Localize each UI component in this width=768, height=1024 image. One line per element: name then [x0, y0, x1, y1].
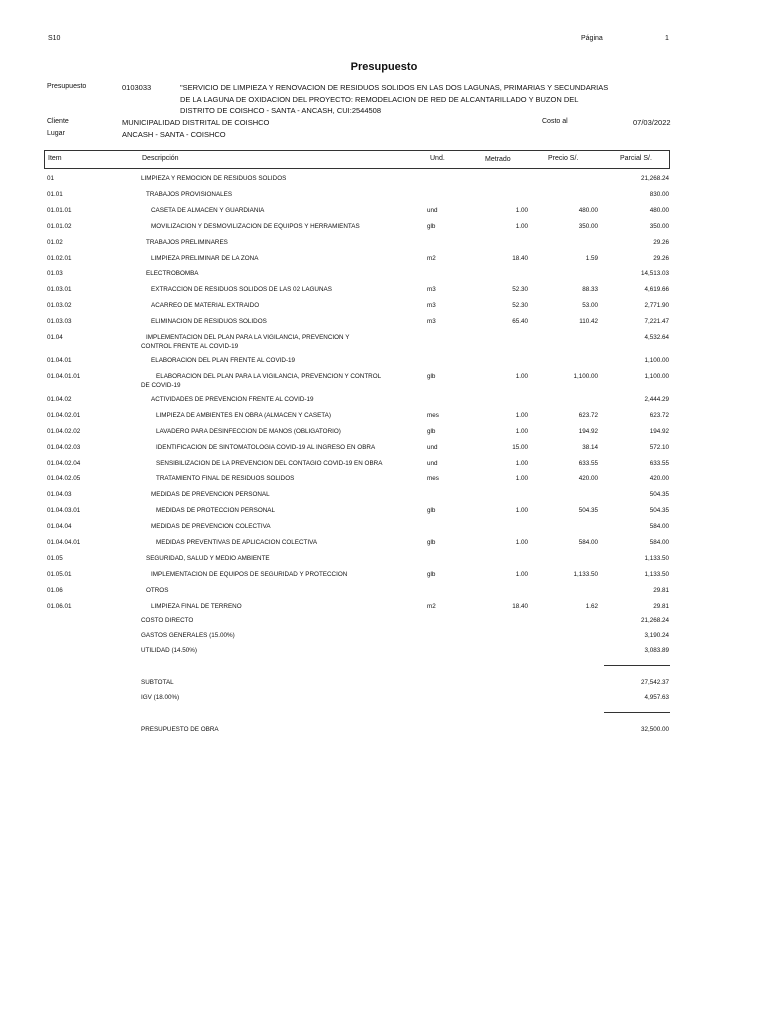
row-item-code: 01.01.02 [47, 222, 72, 230]
row-parcial: 830.00 [649, 190, 669, 198]
total-row-subtotal [0, 679, 768, 691]
cliente-value: MUNICIPALIDAD DISTRITAL DE COISHCO [122, 118, 270, 127]
row-description: TRABAJOS PRELIMINARES [146, 238, 228, 246]
row-precio: 480.00 [578, 206, 598, 214]
project-description [180, 82, 608, 117]
lugar-value: ANCASH - SANTA - COISHCO [122, 130, 226, 139]
total-value: 3,083.89 [644, 647, 669, 654]
row-item-code: 01.04.04 [47, 523, 72, 531]
row-unit: glb [427, 570, 436, 578]
row-item-code: 01.01 [47, 190, 63, 198]
row-precio: 110.42 [579, 318, 598, 326]
row-item-code: 01.02 [47, 238, 63, 246]
row-unit: m3 [427, 286, 436, 294]
row-description-continued: CONTROL FRENTE AL COVID-19 [141, 343, 239, 350]
col-parcial: Parcial S/. [620, 155, 652, 162]
row-precio: 584.00 [578, 539, 598, 546]
row-description-continued: DE COVID-19 [141, 381, 181, 389]
table-row [0, 475, 768, 487]
row-item-code: 01.04.02.02 [47, 427, 81, 435]
row-parcial: 2,771.90 [644, 302, 669, 310]
table-row [0, 302, 768, 314]
row-description: SENSIBILIZACION DE LA PREVENCION DEL CONTAGIO COVID-19 EN OBRA [156, 459, 383, 467]
row-unit: und [427, 443, 438, 451]
row-unit: glb [427, 427, 436, 435]
row-precio: 1,100.00 [573, 372, 598, 380]
row-description: IMPLEMENTACION DE EQUIPOS DE SEGURIDAD Y PROTECCION [151, 570, 348, 578]
row-precio: 194.92 [578, 427, 598, 435]
total-row-presupuesto-obra [0, 726, 768, 738]
table-row [0, 191, 768, 203]
row-item-code: 01.03 [47, 270, 63, 278]
row-parcial: 14,513.03 [640, 270, 669, 278]
table-row [0, 412, 768, 424]
row-parcial: 29.26 [653, 238, 669, 246]
costo-al-value: 07/03/2022 [633, 118, 671, 127]
presupuesto-code: 0103033 [122, 83, 152, 92]
row-description: MOVILIZACION Y DESMOVILIZACION DE EQUIPOS Y HERRAMIENTAS [151, 222, 360, 230]
row-unit: mes [427, 475, 439, 483]
total-label: IGV (18.00%) [141, 694, 180, 701]
row-description: ELABORACION DEL PLAN FRENTE AL COVID-19 [151, 357, 296, 364]
row-parcial: 1,133.50 [644, 554, 669, 562]
row-precio: 504.35 [578, 507, 598, 515]
row-parcial: 194.92 [649, 427, 669, 435]
row-unit: glb [427, 222, 436, 230]
row-description: LIMPIEZA FINAL DE TERRENO [151, 602, 242, 610]
description-line-3: DISTRITO DE COISHCO - SANTA - ANCASH, CUI:2544508 [180, 106, 382, 115]
row-parcial: 4,532.64 [644, 334, 669, 341]
row-precio: 88.33 [582, 286, 598, 294]
row-parcial: 480.00 [649, 206, 669, 214]
row-precio: 623.72 [578, 411, 598, 419]
row-metrado: 1.00 [515, 539, 528, 546]
row-parcial: 504.35 [649, 491, 669, 499]
row-parcial: 633.55 [649, 459, 669, 467]
row-description: ELECTROBOMBA [146, 270, 199, 278]
row-metrado: 1.00 [515, 222, 528, 230]
row-item-code: 01.03.03 [47, 318, 72, 326]
col-item: Item [48, 155, 62, 162]
row-item-code: 01.06 [47, 586, 63, 594]
table-row [0, 270, 768, 282]
row-parcial: 1,100.00 [644, 372, 669, 380]
row-unit: m3 [427, 318, 436, 326]
row-item-code: 01.02.01 [47, 254, 72, 262]
row-parcial: 1,133.50 [644, 570, 669, 578]
total-value: 3,190.24 [644, 632, 669, 639]
row-item-code: 01.04.01 [47, 357, 72, 364]
row-unit: glb [427, 507, 436, 515]
row-description: LAVADERO PARA DESINFECCION DE MANOS (OBLIGATORIO) [156, 427, 341, 435]
row-description: MEDIDAS DE PREVENCION PERSONAL [151, 491, 270, 499]
row-item-code: 01.04.04.01 [47, 539, 81, 546]
row-item-code: 01.04.02.04 [47, 459, 81, 467]
row-unit: m2 [427, 254, 436, 262]
table-row [0, 491, 768, 503]
description-line-1: "SERVICIO DE LIMPIEZA Y RENOVACION DE RESIDUOS SOLIDOS EN LAS DOS LAGUNAS, PRIMARIAS Y SECUNDARIAS [180, 83, 609, 92]
row-metrado: 1.00 [515, 427, 528, 435]
row-item-code: 01.05.01 [47, 570, 72, 578]
row-metrado: 18.40 [512, 602, 528, 610]
table-row [0, 396, 768, 408]
row-parcial: 29.81 [653, 602, 669, 610]
total-value: 27,542.37 [640, 679, 669, 686]
row-unit: m2 [427, 602, 436, 610]
page-label: Página [581, 35, 603, 42]
col-metrado: Metrado [485, 156, 511, 163]
table-row [0, 428, 768, 440]
row-unit: und [427, 206, 438, 214]
col-unit: Und. [430, 155, 445, 162]
total-label: PRESUPUESTO DE OBRA [141, 726, 219, 733]
row-precio: 1.62 [585, 602, 598, 610]
table-row [0, 603, 768, 615]
row-precio: 420.00 [578, 475, 598, 483]
row-description: ELIMINACION DE RESIDUOS SOLIDOS [151, 318, 267, 326]
row-item-code: 01.04.02.01 [47, 411, 81, 419]
row-precio: 38.14 [582, 443, 598, 451]
table-row [0, 318, 768, 330]
row-unit: mes [427, 411, 439, 419]
total-label: GASTOS GENERALES (15.00%) [141, 632, 235, 639]
row-item-code: 01.03.02 [47, 302, 72, 310]
row-parcial: 420.00 [649, 475, 669, 483]
row-metrado: 18.40 [512, 254, 528, 262]
presupuesto-label: Presupuesto [47, 83, 87, 90]
lugar-label: Lugar [47, 130, 65, 137]
row-unit: glb [427, 539, 436, 546]
total-row-utilidad [0, 647, 768, 659]
row-description: ACTIVIDADES DE PREVENCION FRENTE AL COVID-19 [151, 395, 314, 403]
row-description: IDENTIFICACION DE SINTOMATOLOGIA COVID-19 AL INGRESO EN OBRA [156, 443, 376, 451]
table-row [0, 207, 768, 219]
total-row-costo-directo [0, 617, 768, 629]
row-description: IMPLEMENTACION DEL PLAN PARA LA VIGILANCIA, PREVENCION Y [146, 334, 350, 341]
row-unit: m3 [427, 302, 436, 310]
table-row [0, 255, 768, 267]
row-item-code: 01.04 [47, 334, 63, 341]
total-rule [604, 712, 670, 713]
row-precio: 53.00 [582, 302, 598, 310]
table-row [0, 460, 768, 472]
total-label: SUBTOTAL [141, 679, 174, 686]
row-item-code: 01 [47, 175, 55, 182]
row-metrado: 1.00 [515, 507, 528, 515]
row-metrado: 1.00 [515, 475, 528, 483]
table-row [0, 357, 768, 369]
table-row [0, 523, 768, 535]
total-value: 21,268.24 [640, 617, 669, 624]
row-parcial: 7,221.47 [644, 318, 669, 326]
software-label: S10 [48, 35, 61, 42]
row-description: LIMPIEZA DE AMBIENTES EN OBRA (ALMACEN Y CASETA) [156, 411, 331, 419]
row-metrado: 1.00 [515, 206, 528, 214]
row-precio: 633.55 [578, 459, 598, 467]
row-item-code: 01.04.02.03 [47, 443, 81, 451]
row-parcial: 2,444.29 [644, 395, 669, 403]
row-parcial: 584.00 [649, 539, 669, 546]
page-title: Presupuesto [350, 61, 418, 73]
row-parcial: 623.72 [649, 411, 669, 419]
table-row [0, 286, 768, 298]
row-item-code: 01.04.02 [47, 395, 72, 403]
description-line-2: DE LA LAGUNA DE OXIDACION DEL PROYECTO: REMODELACION DE RED DE ALCANTARILLADO Y BUZON DEL [180, 94, 579, 104]
row-metrado: 1.00 [515, 372, 528, 380]
row-description: MEDIDAS PREVENTIVAS DE APLICACION COLECTIVA [156, 539, 318, 546]
row-metrado: 65.40 [512, 318, 528, 326]
row-item-code: 01.04.03 [47, 491, 72, 499]
costo-al-label: Costo al [542, 118, 568, 125]
row-precio: 1,133.50 [573, 570, 598, 578]
row-unit: glb [427, 372, 436, 380]
table-row [0, 539, 768, 551]
row-item-code: 01.06.01 [47, 602, 72, 610]
table-row [0, 587, 768, 599]
row-description: CASETA DE ALMACEN Y GUARDIANIA [151, 206, 265, 214]
row-description: ACARREO DE MATERIAL EXTRAIDO [151, 302, 260, 310]
total-row-gastos-generales [0, 632, 768, 644]
total-value: 32,500.00 [640, 726, 669, 733]
row-description: OTROS [146, 586, 169, 594]
row-parcial: 572.10 [649, 443, 669, 451]
row-item-code: 01.04.01.01 [47, 372, 81, 380]
row-item-code: 01.03.01 [47, 286, 72, 294]
row-description: LIMPIEZA Y REMOCION DE RESIDUOS SOLIDOS [141, 175, 287, 182]
table-row [0, 175, 768, 187]
row-description: MEDIDAS DE PREVENCION COLECTIVA [151, 523, 271, 531]
row-description: ELABORACION DEL PLAN PARA LA VIGILANCIA, PREVENCION Y CONTROL [156, 372, 382, 380]
table-row [0, 571, 768, 583]
total-label: COSTO DIRECTO [141, 617, 194, 624]
table-row [0, 555, 768, 567]
row-parcial: 504.35 [649, 507, 669, 515]
table-row [0, 334, 768, 350]
row-precio: 1.59 [585, 254, 598, 262]
row-metrado: 15.00 [512, 443, 528, 451]
table-row [0, 239, 768, 251]
row-parcial: 584.00 [649, 523, 669, 531]
table-row [0, 507, 768, 519]
row-description: TRATAMIENTO FINAL DE RESIDUOS SOLIDOS [156, 475, 295, 483]
page-number: 1 [665, 35, 669, 42]
total-label: UTILIDAD (14.50%) [141, 647, 197, 654]
row-item-code: 01.01.01 [47, 206, 72, 214]
total-value: 4,957.63 [644, 694, 669, 701]
row-description: EXTRACCION DE RESIDUOS SOLIDOS DE LAS 02 LAGUNAS [151, 286, 332, 294]
row-description: TRABAJOS PROVISIONALES [146, 190, 233, 198]
row-parcial: 1,100.00 [644, 357, 669, 364]
row-item-code: 01.04.02.05 [47, 475, 81, 483]
row-metrado: 52.30 [512, 286, 528, 294]
row-description: LIMPIEZA PRELIMINAR DE LA ZONA [151, 254, 259, 262]
table-row [0, 444, 768, 456]
row-metrado: 1.00 [515, 570, 528, 578]
row-metrado: 1.00 [515, 459, 528, 467]
row-metrado: 1.00 [515, 411, 528, 419]
cliente-label: Cliente [47, 118, 69, 125]
row-metrado: 52.30 [512, 302, 528, 310]
row-description: MEDIDAS DE PROTECCION PERSONAL [156, 507, 275, 515]
row-parcial: 29.26 [653, 254, 669, 262]
col-precio: Precio S/. [548, 155, 579, 162]
row-parcial: 4,619.66 [644, 286, 669, 294]
row-precio: 350.00 [578, 222, 598, 230]
row-unit: und [427, 459, 438, 467]
row-parcial: 29.81 [653, 586, 669, 594]
row-parcial: 21,268.24 [640, 175, 669, 182]
table-row [0, 372, 768, 389]
row-item-code: 01.05 [47, 554, 63, 562]
table-row [0, 223, 768, 235]
col-description: Descripción [142, 155, 179, 162]
row-item-code: 01.04.03.01 [47, 507, 81, 515]
row-parcial: 350.00 [649, 222, 669, 230]
row-description: SEGURIDAD, SALUD Y MEDIO AMBIENTE [146, 554, 270, 562]
subtotal-rule [604, 665, 670, 666]
total-row-igv [0, 694, 768, 706]
